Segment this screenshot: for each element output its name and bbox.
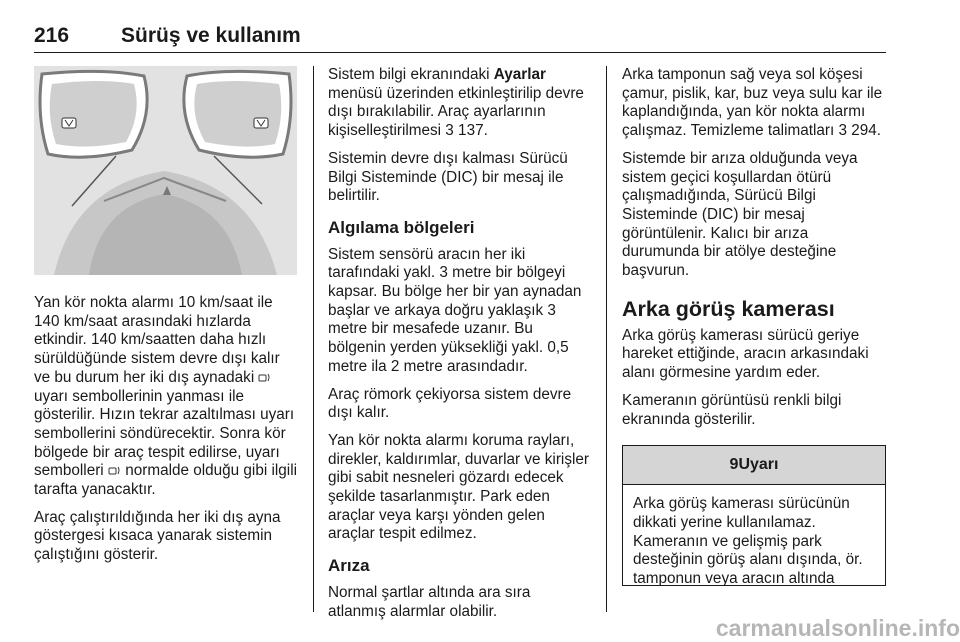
heading-rear-camera: Arka görüş kamerası: [622, 296, 835, 321]
column-1: [34, 66, 297, 574]
heading-fault: Arıza: [328, 556, 370, 576]
paragraph: [328, 66, 590, 141]
text-segment: Sistem bilgi ekranındaki: [328, 66, 494, 83]
paragraph: Normal şartlar altında ara sıra atlanmış alarmlar olabilir.: [328, 583, 531, 620]
paragraph: [34, 294, 297, 500]
text-segment: 294.: [847, 122, 882, 140]
paragraph: Araç çalıştırıldığında her iki dış ayna göstergesi kısaca yanarak sistemin çalıştığını gösterir.: [34, 508, 281, 564]
column-3: [622, 66, 886, 586]
text-segment: normalde olduğu gibi ilgili tarafta yanacaktır.: [34, 462, 297, 499]
paragraph: [622, 66, 886, 141]
text-segment: uyarı sembollerinin yanması ile gösterilir. Hızın tekrar azaltılması uyarı sembollerini söndürecektir. Sonra kör bölgede bir araç tespit edilirse, uyarı sembolleri: [34, 387, 295, 480]
heading-detection-zones: Algılama bölgeleri: [328, 217, 475, 237]
page-reference-icon: 3: [838, 122, 847, 140]
blind-spot-mirrors-illustration: [34, 66, 297, 275]
warning-text: Arka görüş kamerası sürücünün dikkati yerine kullanılamaz. Kameranın ve gelişmiş park desteğinin görüş alanı dışında, ör. tamponun veya aracın altında: [633, 495, 863, 587]
blind-spot-warning-icon: [108, 465, 121, 476]
paragraph: Sistemin devre dışı kalması Sürücü Bilgi Sisteminde (DIC) bir mesaj ile belirtilir.: [328, 149, 568, 205]
warning-title: Uyarı: [738, 456, 779, 474]
warning-header: [623, 446, 885, 485]
blind-spot-warning-icon: [258, 372, 271, 383]
column-2: [328, 66, 590, 630]
text-segment: 137.: [453, 122, 488, 140]
text-segment: Yan kör nokta alarmı 10 km/saat ile 140 km/saat arasındaki hızlarda etkindir. 140 km/saatten daha hızlı sürüldüğünde sistem devre dışı kalır ve bu durum her iki dış aynadaki: [34, 294, 280, 386]
column-divider: [606, 66, 607, 612]
paragraph: Arka görüş kamerası sürücü geriye hareket ettiğinde, aracın arkasındaki alanı görmesine yardım eder.: [622, 326, 869, 382]
paragraph: Sistemde bir arıza olduğunda veya sistem geçici koşullardan ötürü çalışmadığında, Sürücü Bilgi Sisteminde (DIC) bir mesaj görüntülenir. Kalıcı bir arıza durumunda bir atölye desteğine başvurun.: [622, 149, 858, 280]
text-segment: Arka tamponun sağ veya sol köşesi çamur, pislik, kar, buz veya sulu kar ile kaplandığında, yan kör nokta alarmı çalışmaz. Temizleme talimatları: [622, 66, 883, 140]
warning-triangle-icon: 9: [729, 456, 739, 474]
warning-box: [622, 445, 886, 586]
paragraph: Sistem sensörü aracın her iki tarafındaki yakl. 3 metre bir bölgeyi kapsar. Bu bölge her bir yan aynadan başlar ve arkaya doğru yaklaşık 3 metre bir mesafede uzanır. Bu bölgenin yerden yüksekliği yakl. 0,5 metre ila 2 metre arasındadır.: [328, 245, 582, 375]
column-divider: [313, 66, 314, 612]
section-title: Sürüş ve kullanım: [121, 24, 301, 47]
settings-menu-term: Ayarlar: [493, 66, 546, 83]
paragraph: Araç römork çekiyorsa sistem devre dışı kalır.: [328, 385, 572, 422]
page-reference-icon: 3: [445, 122, 454, 140]
paragraph: Yan kör nokta alarmı koruma rayları, direkler, kaldırımlar, duvarlar ve kirişler gibi sabit nesneleri gözardı edecek şekilde tasarlanmıştır. Park eden araçlar veya karşı yönden gelen araçlar tespit edilmez.: [328, 431, 589, 543]
watermark: carmanualsonline.info: [715, 615, 960, 641]
header-rule: [34, 52, 886, 53]
paragraph: Kameranın görüntüsü renkli bilgi ekranında gösterilir.: [622, 391, 842, 428]
page-header: [34, 24, 886, 50]
page-number: 216: [34, 24, 70, 47]
text-segment: menüsü üzerinden etkinleştirilip devre dışı bırakılabilir. Araç ayarlarının kişiselleştirilmesi: [328, 84, 584, 140]
